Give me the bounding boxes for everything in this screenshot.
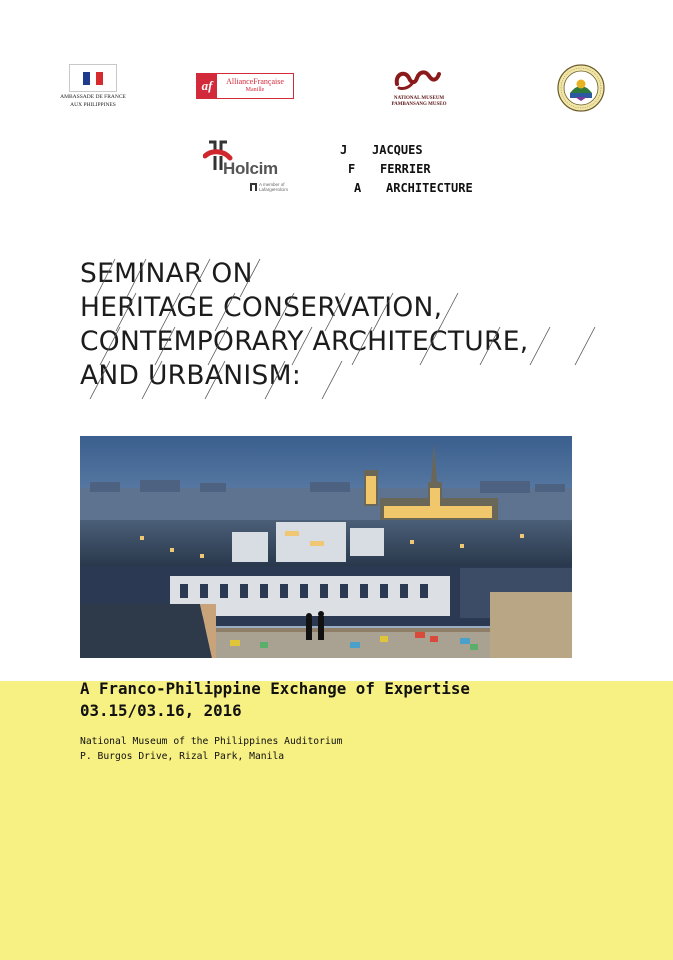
event-venue [80, 734, 342, 764]
national-museum-logo [386, 66, 452, 108]
paris-rooftop-cathedral-photo [80, 436, 572, 658]
af-mark: af [197, 74, 217, 98]
holcim-name: Holcim [223, 159, 278, 178]
event-subtitle: A Franco-Philippine Exchange of Expertise [80, 679, 470, 698]
seminar-title-block [80, 257, 640, 417]
title-hatch-lines-icon [80, 257, 640, 417]
jfa-word: JACQUES [372, 143, 423, 157]
holcim-logo [203, 138, 298, 194]
jfa-initial: F [348, 162, 356, 176]
museum-name-line1: NATIONAL MUSEUM [393, 96, 445, 101]
marianne-flag-icon [69, 64, 117, 92]
title-line-1: SEMINAR ON [80, 258, 253, 289]
holcim-sub-line2: LafargeHolcim [259, 187, 289, 192]
jfa-initial: A [354, 181, 362, 195]
venue-line-2: P. Burgos Drive, Rizal Park, Manila [80, 751, 285, 762]
jfa-row [340, 160, 500, 179]
embassy-name-line2: AUX PHILIPPINES [70, 102, 116, 108]
title-line-4: AND URBANISM: [80, 360, 302, 391]
museum-name-line2: PAMBANSANG MUSEO [391, 102, 447, 107]
alliance-name: AllianceFrançaise [226, 77, 284, 86]
event-dates: 03.15/03.16, 2016 [80, 701, 242, 720]
museum-glyph-icon [391, 66, 447, 92]
french-embassy-logo [60, 64, 126, 108]
jacques-ferrier-architecture-logo [340, 141, 500, 198]
jfa-row [340, 179, 500, 198]
lafarge-mark-icon [250, 183, 257, 191]
jfa-initial: J [340, 143, 348, 157]
holcim-sub-line1: A member of [259, 182, 285, 187]
title-line-3: CONTEMPORARY ARCHITECTURE, [80, 326, 529, 357]
jfa-word: ARCHITECTURE [386, 181, 473, 195]
venue-line-1: National Museum of the Philippines Auditorium [80, 736, 343, 747]
accent-yellow-band [0, 681, 673, 960]
jfa-row [340, 141, 500, 160]
title-line-2: HERITAGE CONSERVATION, [80, 292, 443, 323]
alliance-francaise-logo [196, 73, 294, 99]
alliance-city: Manille [245, 87, 265, 93]
university-seal-icon [556, 63, 606, 113]
embassy-name-line1: AMBASSADE DE FRANCE [60, 94, 126, 100]
jfa-word: FERRIER [380, 162, 431, 176]
